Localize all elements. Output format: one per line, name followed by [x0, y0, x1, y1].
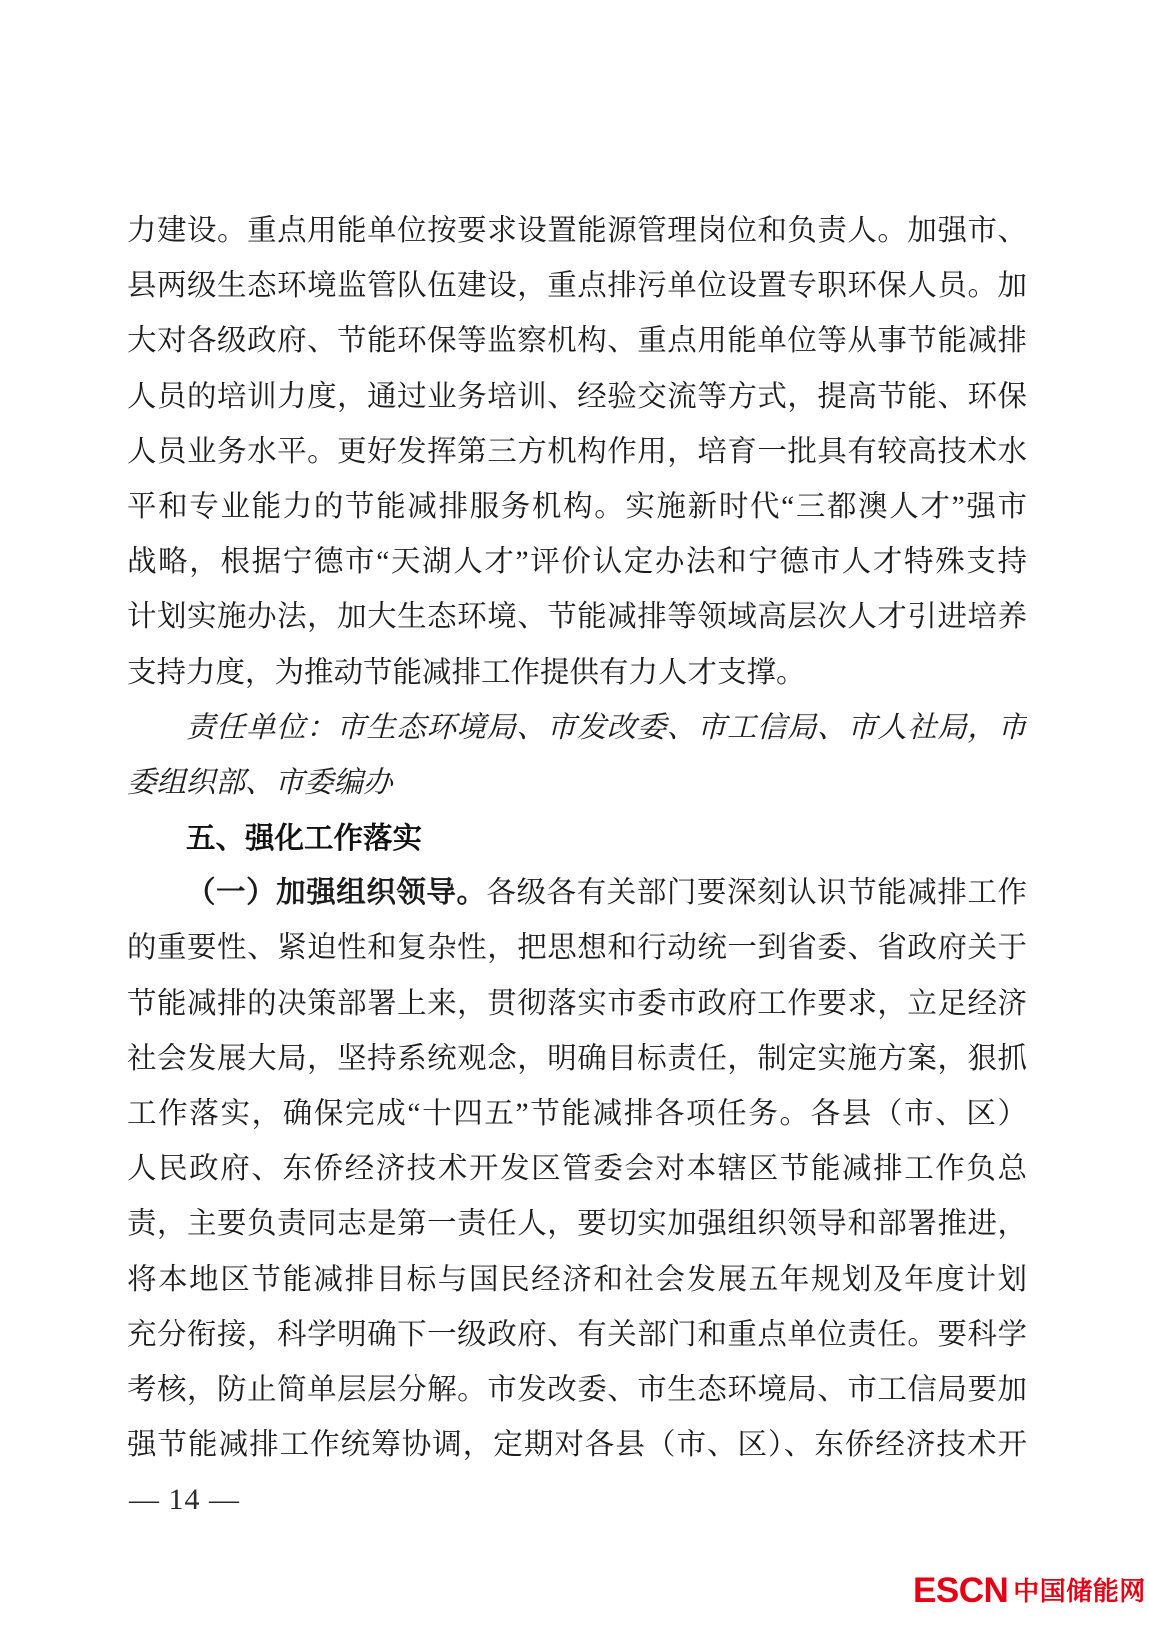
text-line — [127, 1418, 1027, 1473]
text-line — [127, 701, 1027, 756]
text-run: 考核，防止简单层层分解。市发改委、市生态环境局、市工信局要加 — [127, 1373, 1027, 1406]
text-line — [127, 425, 1027, 480]
text-run: 委组织部、市委编办 — [127, 766, 393, 799]
text-run: 县两级生态环境监管队伍建设，重点排污单位设置专职环保人员。加 — [127, 270, 1027, 303]
text-line — [127, 1308, 1027, 1363]
text-line — [127, 977, 1027, 1032]
text-line — [127, 590, 1027, 645]
text-line — [127, 1032, 1027, 1087]
text-line — [127, 259, 1027, 314]
text-run: 各级各有关部门要深刻认识节能减排工作 — [486, 877, 1027, 910]
text-line — [127, 1363, 1027, 1418]
text-line — [127, 1142, 1027, 1197]
text-run: 将本地区节能减排目标与国民经济和社会发展五年规划及年度计划 — [127, 1263, 1027, 1296]
text-run: 工作落实，确保完成“十四五”节能减排各项任务。各县（市、区） — [127, 1098, 1027, 1130]
escn-logo — [913, 1571, 1146, 1610]
text-line — [127, 866, 1027, 921]
text-run: 人民政府、东侨经济技术开发区管委会对本辖区节能减排工作负总 — [127, 1153, 1027, 1186]
text-line — [127, 535, 1027, 590]
text-run: 的重要性、紧迫性和复杂性，把思想和行动统一到省委、省政府关于 — [127, 932, 1027, 965]
text-line — [127, 1253, 1027, 1308]
text-run: 责，主要负责同志是第一责任人，要切实加强组织领导和部署推进， — [127, 1208, 1027, 1241]
text-run: 人员业务水平。更好发挥第三方机构作用，培育一批具有较高技术水 — [127, 435, 1027, 468]
text-line — [127, 204, 1027, 259]
text-run: 节能减排的决策部署上来，贯彻落实市委市政府工作要求，立足经济 — [127, 987, 1027, 1020]
text-run: 社会发展大局，坚持系统观念，明确目标责任，制定实施方案，狠抓 — [127, 1042, 1027, 1075]
text-run: 力建设。重点用能单位按要求设置能源管理岗位和负责人。加强市、 — [127, 215, 1027, 247]
page-number: — 14 — — [129, 1483, 240, 1516]
text-run: 平和专业能力的节能减排服务机构。实施新时代“三都澳人才”强市 — [127, 490, 1027, 523]
text-line — [127, 370, 1027, 425]
text-run: 计划实施办法，加大生态环境、节能减排等领域高层次人才引进培养 — [127, 601, 1027, 634]
text-line — [127, 646, 1027, 701]
text-line — [127, 480, 1027, 535]
text-run: 强节能减排工作统筹协调，定期对各县（市、区）、东侨经济技术开 — [127, 1429, 1027, 1462]
text-run: 战略，根据宁德市“天湖人才”评价认定办法和宁德市人才特殊支持 — [127, 546, 1027, 579]
text-line — [127, 1197, 1027, 1252]
text-line — [127, 756, 1027, 811]
paragraph-lead-bold: （一）加强组织领导。 — [186, 877, 487, 910]
text-run: 责任单位：市生态环境局、市发改委、市工信局、市人社局，市 — [186, 711, 1027, 744]
text-run: 人员的培训力度，通过业务培训、经验交流等方式，提高节能、环保 — [127, 380, 1027, 413]
document-text-block — [127, 204, 1027, 1473]
text-line — [127, 314, 1027, 369]
text-line — [127, 921, 1027, 976]
escn-logo-latin-text: ESCN — [913, 1571, 1009, 1610]
text-line — [127, 811, 1027, 866]
text-run: 五、强化工作落实 — [186, 822, 423, 856]
text-run: 支持力度，为推动节能减排工作提供有力人才支撑。 — [127, 656, 806, 689]
text-line — [127, 1087, 1027, 1142]
escn-logo-chinese-text: 中国储能网 — [1013, 1576, 1146, 1606]
text-run: 充分衔接，科学明确下一级政府、有关部门和重点单位责任。要科学 — [127, 1318, 1027, 1351]
text-run: 大对各级政府、节能环保等监察机构、重点用能单位等从事节能减排 — [127, 325, 1027, 358]
